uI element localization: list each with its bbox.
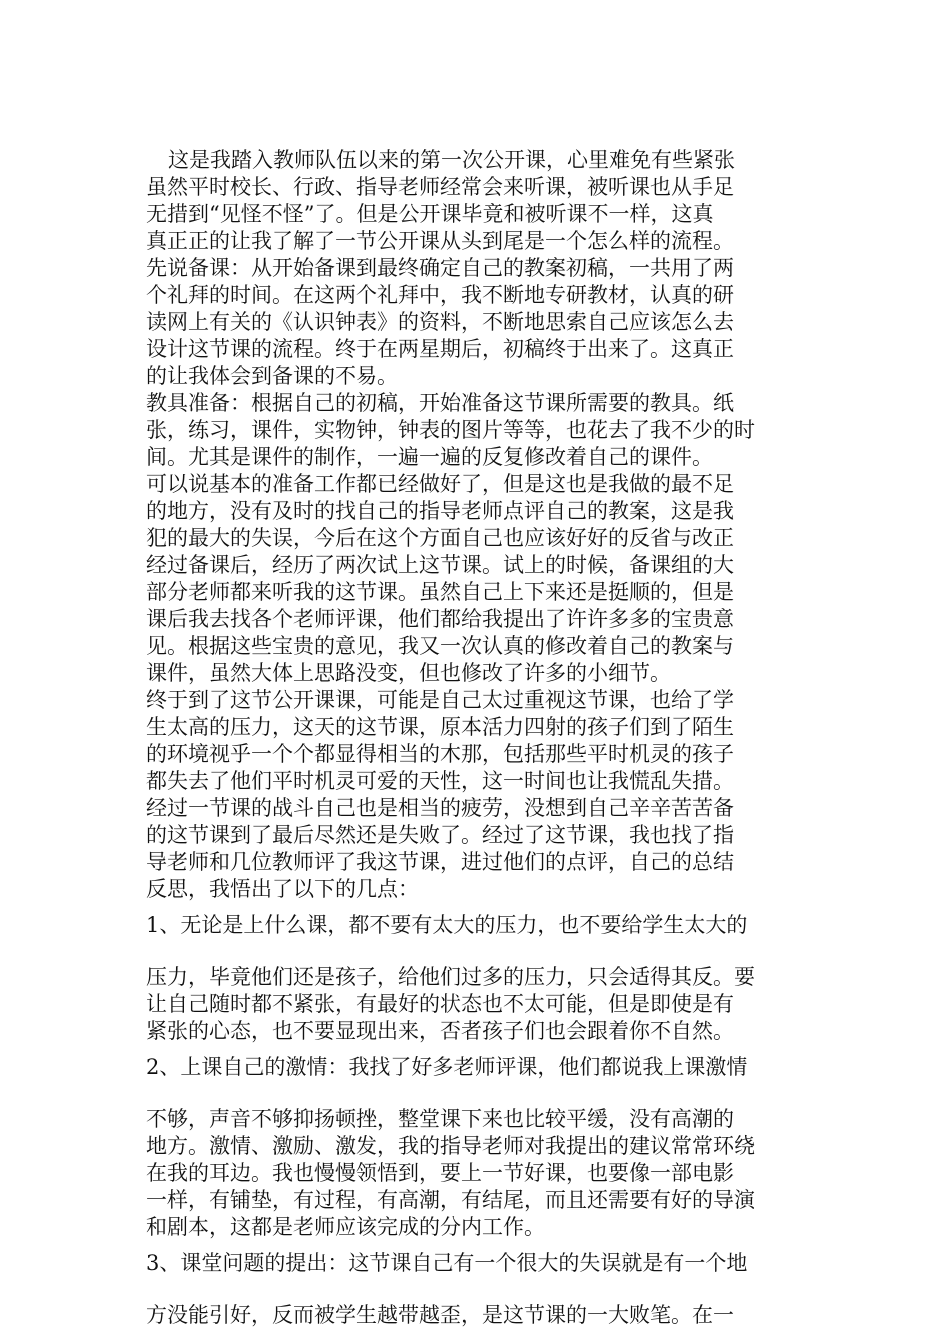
text-line: 不够，声音不够抑扬顿挫，整堂课下来也比较平缓，没有高潮的 — [146, 1107, 734, 1131]
text-line: 虽然平时校长、行政、指导老师经常会来听课，被听课也从手足 — [146, 175, 734, 199]
text-line: 课后我去找各个老师评课，他们都给我提出了许许多多的宝贵意 — [146, 607, 734, 631]
text-line: 设计这节课的流程。终于在两星期后，初稿终于出来了。这真正 — [146, 337, 734, 361]
text-line: 教具准备：根据自己的初稿，开始准备这节课所需要的教具。纸 — [146, 391, 734, 415]
text-line: 真正正的让我了解了一节公开课从头到尾是一个怎么样的流程。 — [146, 229, 734, 253]
text-line: 读网上有关的《认识钟表》的资料，不断地思索自己应该怎么去 — [146, 310, 734, 334]
text-line: 张，练习，课件，实物钟，钟表的图片等等，也花去了我不少的时 — [146, 418, 755, 442]
text-line: 犯的最大的失误，今后在这个方面自己也应该好好的反省与改正 — [146, 526, 734, 550]
point-3-heading: 3、课堂问题的提出：这节课自己有一个很大的失误就是有一个地 — [146, 1251, 748, 1275]
text-line: 都失去了他们平时机灵可爱的天性，这一时间也让我慌乱失措。 — [146, 769, 734, 793]
text-line: 让自己随时都不紧张，有最好的状态也不太可能，但是即使是有 — [146, 992, 734, 1016]
document-body — [146, 147, 826, 1329]
text-line: 在我的耳边。我也慢慢领悟到，要上一节好课，也要像一部电影 — [146, 1161, 734, 1185]
text-line: 个礼拜的时间。在这两个礼拜中，我不断地专研教材，认真的研 — [146, 283, 734, 307]
text-line: 见。根据这些宝贵的意见，我又一次认真的修改着自己的教案与 — [146, 634, 734, 658]
text-line: 反思，我悟出了以下的几点： — [146, 877, 419, 901]
text-line: 地方。激情、激励、激发，我的指导老师对我提出的建议常常环绕 — [146, 1134, 755, 1158]
text-line: 间。尤其是课件的制作，一遍一遍的反复修改着自己的课件。 — [146, 445, 713, 469]
text-line: 和剧本，这都是老师应该完成的分内工作。 — [146, 1215, 545, 1239]
text-line: 经过备课后，经历了两次试上这节课。试上的时候，备课组的大 — [146, 553, 734, 577]
text-line: 这是我踏入教师队伍以来的第一次公开课，心里难免有些紧张 — [168, 148, 735, 172]
text-line: 导老师和几位教师评了我这节课，进过他们的点评，自己的总结 — [146, 850, 734, 874]
text-line: 课件，虽然大体上思路没变，但也修改了许多的小细节。 — [146, 661, 671, 685]
text-line: 的地方，没有及时的找自己的指导老师点评自己的教案，这是我 — [146, 499, 734, 523]
text-line: 一样，有铺垫，有过程，有高潮，有结尾，而且还需要有好的导演 — [146, 1188, 755, 1212]
text-line: 的环境视乎一个个都显得相当的木那，包括那些平时机灵的孩子 — [146, 742, 734, 766]
text-line: 经过一节课的战斗自己也是相当的疲劳，没想到自己辛辛苦苦备 — [146, 796, 734, 820]
text-line: 的这节课到了最后尽然还是失败了。经过了这节课，我也找了指 — [146, 823, 734, 847]
text-line: 部分老师都来听我的这节课。虽然自己上下来还是挺顺的，但是 — [146, 580, 734, 604]
text-line: 生太高的压力，这天的这节课，原本活力四射的孩子们到了陌生 — [146, 715, 734, 739]
point-2-heading: 2、上课自己的激情：我找了好多老师评课，他们都说我上课激情 — [146, 1055, 748, 1079]
text-line: 可以说基本的准备工作都已经做好了，但是这也是我做的最不足 — [146, 472, 734, 496]
text-line: 压力，毕竟他们还是孩子，给他们过多的压力，只会适得其反。要 — [146, 965, 755, 989]
text-line: 紧张的心态，也不要显现出来，否者孩子们也会跟着你不自然。 — [146, 1019, 734, 1043]
text-line: 方没能引好，反而被学生越带越歪，是这节课的一大败笔。在一 — [146, 1303, 734, 1327]
text-line: 的让我体会到备课的不易。 — [146, 364, 398, 388]
text-line: 无措到“见怪不怪”了。但是公开课毕竟和被听课不一样，这真 — [146, 202, 714, 226]
point-1-heading: 1、无论是上什么课，都不要有太大的压力，也不要给学生太大的 — [146, 913, 748, 937]
text-line: 先说备课：从开始备课到最终确定自己的教案初稿，一共用了两 — [146, 256, 734, 280]
text-line: 终于到了这节公开课课，可能是自己太过重视这节课，也给了学 — [146, 688, 734, 712]
